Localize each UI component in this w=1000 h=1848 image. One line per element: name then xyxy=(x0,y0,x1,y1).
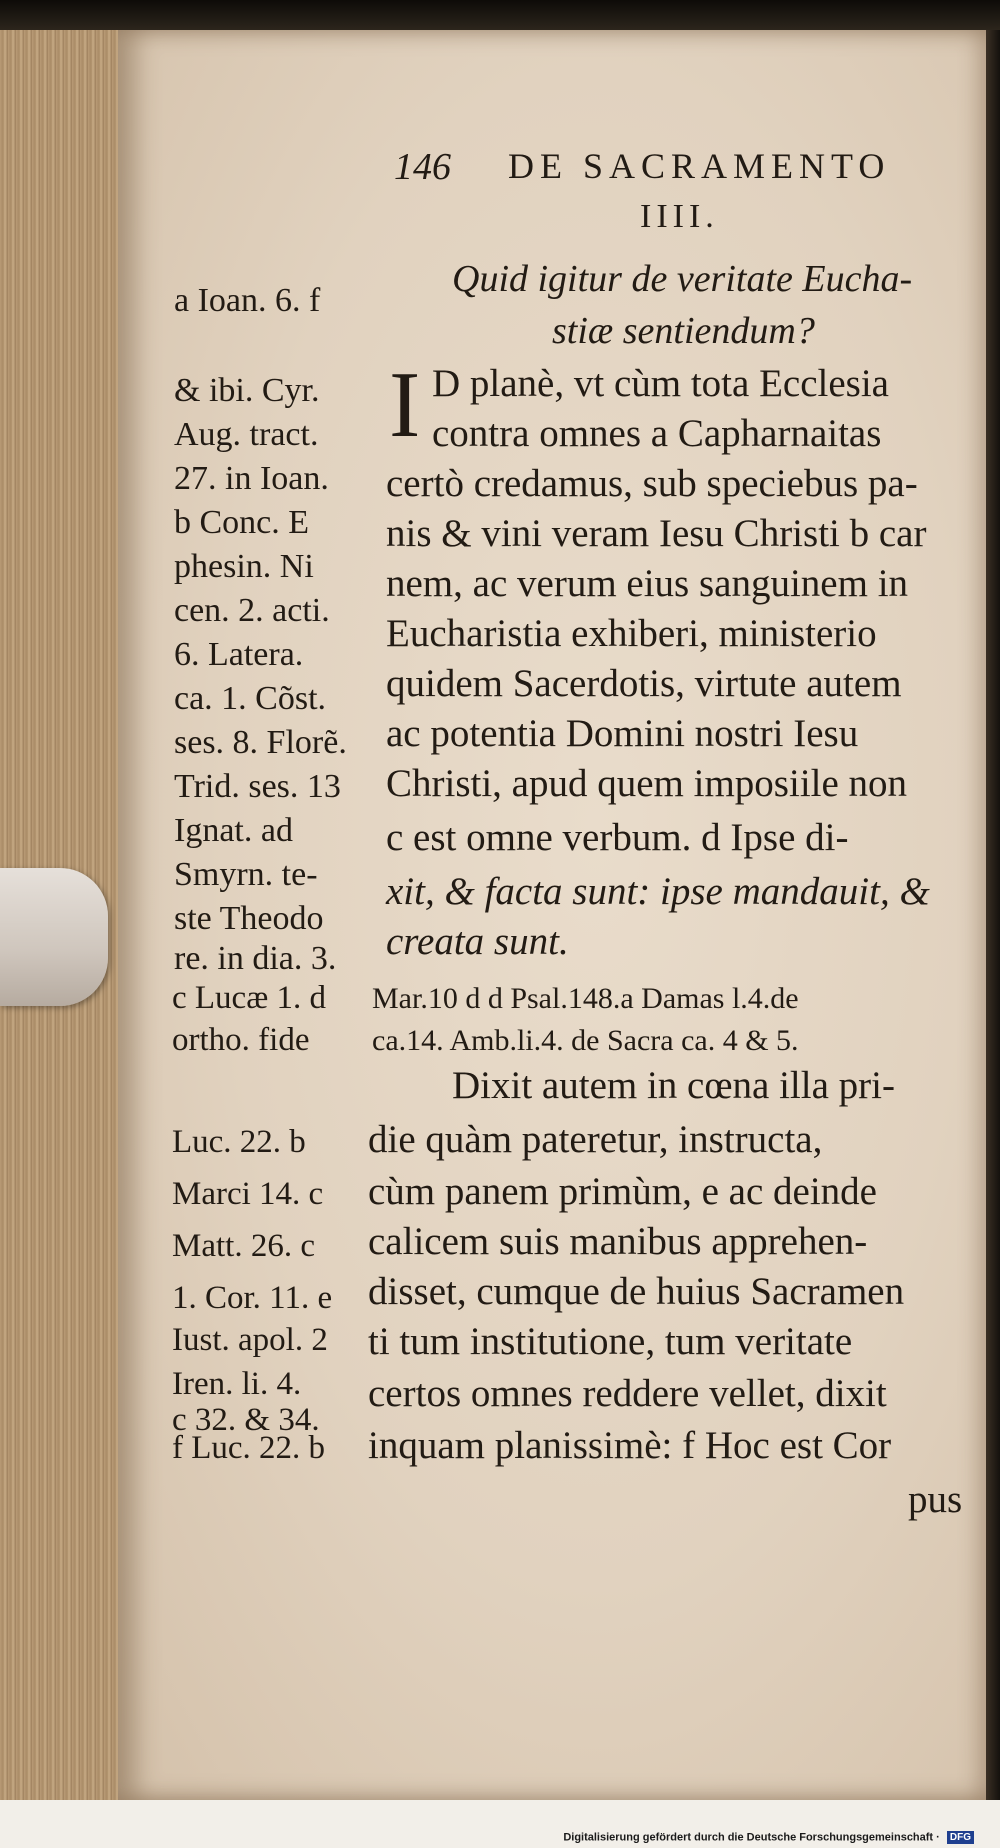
dfg-logo: DFG xyxy=(947,1831,974,1844)
margin-note: Aug. tract. xyxy=(174,416,319,453)
body-line: Eucharistia exhiberi, ministerio xyxy=(386,612,877,655)
margin-note: ses. 8. Florẽ. xyxy=(174,724,347,761)
margin-note: Smyrn. te- xyxy=(174,856,318,893)
body-line: cùm panem primùm, e ac deinde xyxy=(368,1170,877,1213)
margin-note: cen. 2. acti. xyxy=(174,592,330,629)
catchword: pus xyxy=(908,1478,963,1521)
running-head: DE SACRAMENTO xyxy=(508,146,891,186)
section-number: IIII. xyxy=(640,198,719,235)
body-line: nem, ac verum eius sanguinem in xyxy=(386,562,909,605)
page-number: 146 xyxy=(394,146,451,188)
citation-line: Mar.10 d d Psal.148.a Damas l.4.de xyxy=(372,982,799,1015)
margin-note: a Ioan. 6. f xyxy=(174,282,321,319)
margin-note: 1. Cor. 11. e xyxy=(172,1280,333,1316)
body-line: c est omne verbum. d Ipse di- xyxy=(386,816,849,859)
body-line: inquam planissimè: f Hoc est Cor xyxy=(368,1424,892,1467)
footer-credit xyxy=(563,1831,974,1844)
margin-note: re. in dia. 3. xyxy=(174,940,337,977)
drop-cap: I xyxy=(389,353,421,457)
margin-note: c 32. & 34. xyxy=(172,1402,320,1438)
margin-note: 6. Latera. xyxy=(174,636,304,673)
margin-note: c Lucæ 1. d xyxy=(172,980,326,1016)
body-line: creata sunt. xyxy=(386,920,569,963)
margin-note: & ibi. Cyr. xyxy=(174,372,320,409)
body-line: ac potentia Domini nostri Iesu xyxy=(386,712,859,755)
body-line: xit, & facta sunt: ipse mandauit, & xyxy=(386,870,930,913)
body-line: nis & vini veram Iesu Christi b car xyxy=(386,512,927,555)
citation-line: ca.14. Amb.li.4. de Sacra ca. 4 & 5. xyxy=(372,1024,799,1057)
body-line: ti tum institutione, tum veritate xyxy=(368,1320,853,1363)
margin-note: ortho. fide xyxy=(172,1022,310,1058)
margin-note: b Conc. E xyxy=(174,504,310,541)
body-line: Dixit autem in cœna illa pri- xyxy=(452,1064,895,1107)
body-line: quidem Sacerdotis, virtute autem xyxy=(386,662,902,705)
body-line: certos omnes reddere vellet, dixit xyxy=(368,1372,887,1415)
margin-note: Luc. 22. b xyxy=(172,1124,306,1160)
margin-note: Marci 14. c xyxy=(172,1176,324,1212)
body-line: disset, cumque de huius Sacramen xyxy=(368,1270,905,1313)
body-line: D planè, vt cùm tota Ecclesia xyxy=(432,362,889,405)
footer-credit-text: Digitalisierung gefördert durch die Deutsche Forschungsgemeinschaft · xyxy=(563,1831,940,1844)
margin-note: Matt. 26. c xyxy=(172,1228,315,1264)
body-line: contra omnes a Capharnaitas xyxy=(432,412,882,455)
body-line: Christi, apud quem imposiile non xyxy=(386,762,908,805)
margin-note: Iren. li. 4. xyxy=(172,1366,302,1402)
body-line: certò credamus, sub speciebus pa- xyxy=(386,462,918,505)
margin-note: ca. 1. Cõst. xyxy=(174,680,327,717)
margin-note: Iust. apol. 2 xyxy=(172,1322,328,1358)
question-line-1: Quid igitur de veritate Eucha- xyxy=(452,258,913,300)
margin-note: Trid. ses. 13 xyxy=(174,768,341,805)
margin-note: 27. in Ioan. xyxy=(174,460,329,497)
margin-note: f Luc. 22. b xyxy=(172,1430,326,1466)
question-line-2: stiæ sentiendum? xyxy=(552,310,815,352)
margin-note: phesin. Ni xyxy=(174,548,314,585)
margin-note: Ignat. ad xyxy=(174,812,293,849)
body-line: die quàm pateretur, instructa, xyxy=(368,1118,823,1161)
body-line: calicem suis manibus apprehen- xyxy=(368,1220,868,1263)
margin-note: ste Theodo xyxy=(174,900,324,937)
